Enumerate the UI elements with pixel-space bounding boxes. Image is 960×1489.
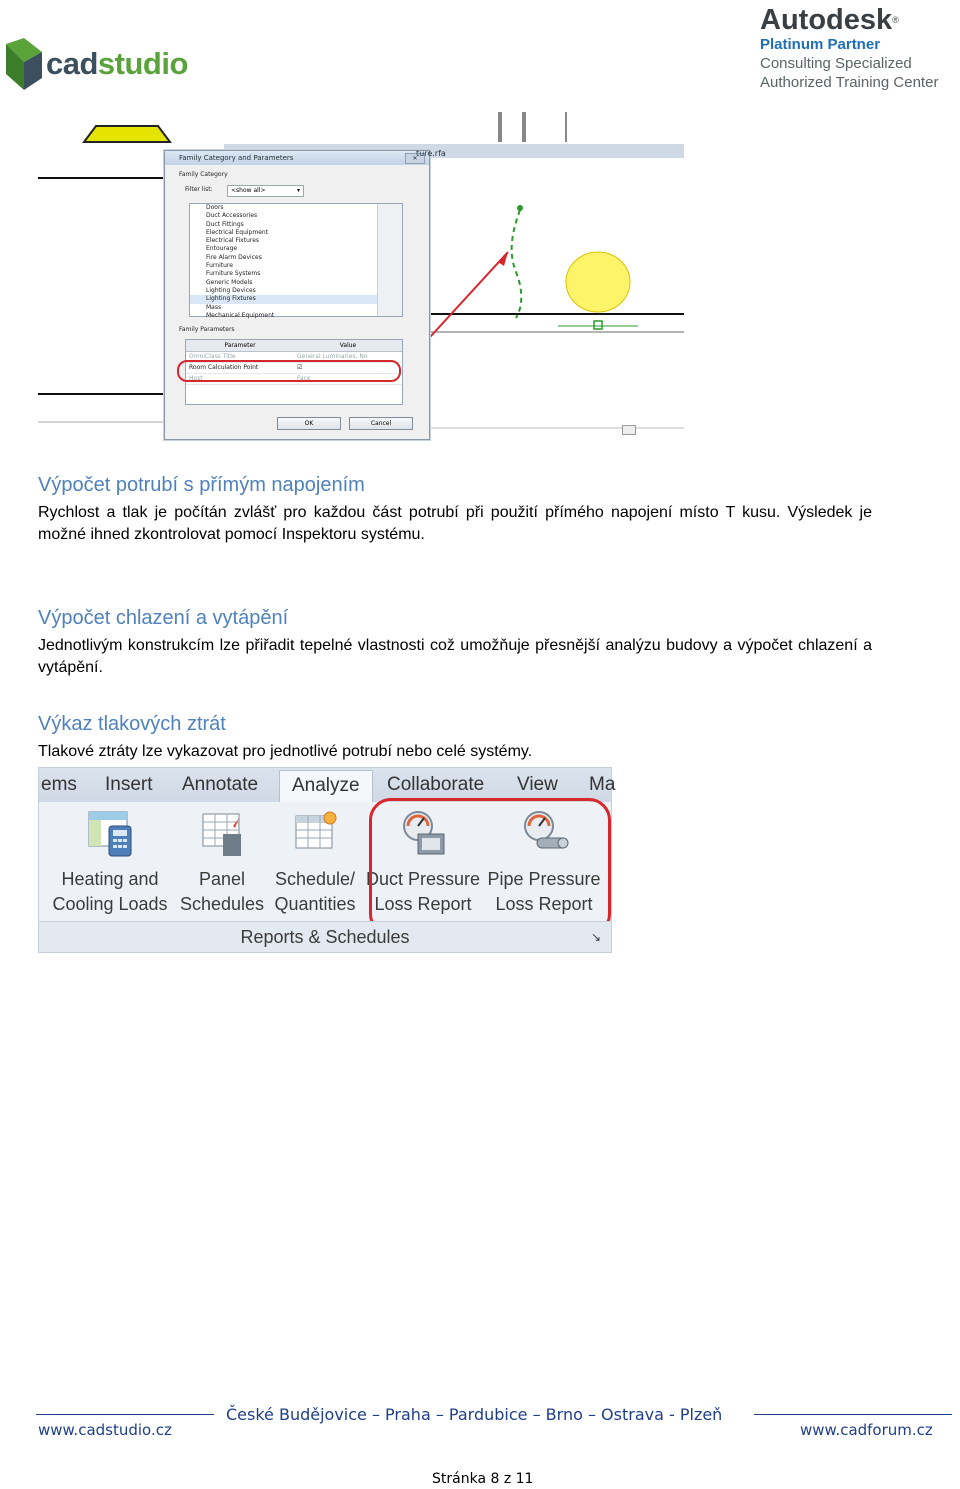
category-list[interactable]: [189, 203, 403, 317]
panel-schedules-label-1: Panel: [198, 869, 246, 889]
heating-cooling-loads-button[interactable]: [47, 808, 173, 917]
section-heading-pressure-loss: Výkaz tlakových ztrát: [38, 713, 226, 735]
autodesk-reg-mark: ®: [892, 15, 899, 25]
highlight-ring: [177, 360, 401, 382]
list-item[interactable]: Mass: [206, 303, 222, 311]
tab-manage[interactable]: Ma: [589, 774, 616, 795]
tab-collaborate[interactable]: Collaborate: [387, 774, 485, 795]
schedule-icon: [288, 808, 342, 858]
list-item[interactable]: Lighting Devices: [206, 286, 256, 294]
section-body-pipe-calculation: Rychlost a tlak je počítán zvlášť pro každou část potrubí při použití přímého napojení místo T kusu. Výsledek je možné ihned zkontrolovat pomocí Inspektoru systému.: [38, 504, 872, 543]
filter-list-select[interactable]: [227, 185, 304, 197]
list-item-selected[interactable]: Lighting Fixtures: [190, 295, 402, 303]
list-item[interactable]: Furniture: [206, 262, 233, 270]
pipe-pressure-label-2: Loss Report: [495, 894, 593, 914]
cancel-button[interactable]: Cancel: [349, 417, 413, 430]
list-item[interactable]: Doors: [206, 204, 224, 211]
highlight-ring-reports: [369, 798, 611, 936]
section-heading-pipe-calculation: Výpočet potrubí s přímým napojením: [38, 474, 365, 496]
heating-cooling-label-2: Cooling Loads: [52, 894, 168, 914]
cadstudio-logo: [0, 36, 188, 96]
close-icon[interactable]: ✕: [405, 153, 425, 164]
footer-link-cadforum[interactable]: www.cadforum.cz: [800, 1421, 933, 1439]
list-item[interactable]: Duct Fittings: [206, 220, 244, 228]
list-item[interactable]: Fire Alarm Devices: [206, 253, 262, 261]
footer-cities: České Budějovice – Praha – Pardubice – Brno – Ostrava - Plzeň: [226, 1405, 723, 1424]
family-parameters-screenshot: [38, 112, 684, 438]
list-item[interactable]: Electrical Equipment: [206, 228, 269, 236]
pipe-pressure-label-1: Pipe Pressure: [487, 869, 601, 889]
param-name: OmniClass Title: [189, 353, 236, 360]
autodesk-brand: [760, 4, 956, 36]
cadstudio-prefix: cad: [46, 46, 98, 81]
panel-schedules-button[interactable]: [177, 808, 267, 917]
cadstudio-wordmark: [46, 46, 188, 82]
param-value: General Luminaries, No: [297, 353, 368, 360]
param-value: Face: [297, 375, 311, 382]
panel-launcher-icon[interactable]: ↘: [590, 930, 601, 944]
dialog-titlebar: [165, 151, 429, 165]
tab-insert[interactable]: Insert: [105, 774, 153, 795]
column-header-value: Value: [339, 342, 357, 349]
family-category-label: Family Category: [179, 171, 228, 178]
list-item[interactable]: Duct Accessories: [206, 212, 258, 220]
analyze-ribbon-screenshot: [38, 767, 616, 953]
duct-pressure-label-1: Duct Pressure: [365, 869, 481, 889]
schedule-quantities-button[interactable]: [269, 808, 361, 917]
grip-icon: [622, 425, 636, 435]
schedule-quantities-label-2: Quantities: [274, 894, 356, 914]
filter-list-label: Filter list:: [185, 186, 213, 193]
tab-analyze[interactable]: Analyze: [279, 770, 373, 802]
autodesk-line-1: Consulting Specialized: [760, 55, 912, 72]
autodesk-line-2: Authorized Training Center: [760, 74, 939, 91]
footer-rule-right: [754, 1414, 952, 1415]
autodesk-brand-text: Autodesk: [760, 4, 893, 36]
footer-link-cadstudio[interactable]: www.cadstudio.cz: [38, 1421, 172, 1439]
autodesk-partner-block: [760, 4, 956, 92]
param-name: Host: [189, 375, 203, 382]
duct-pressure-label-2: Loss Report: [374, 894, 472, 914]
panel-schedule-icon: [195, 808, 249, 858]
dialog-title: Family Category and Parameters: [179, 154, 294, 162]
panel-schedules-label-2: Schedules: [179, 894, 265, 914]
page-number: Stránka 8 z 11: [432, 1471, 534, 1487]
window-title-fragment: ture.rfa: [416, 149, 446, 158]
cadstudio-suffix: studio: [97, 46, 188, 81]
autodesk-partner-level: Platinum Partner: [760, 36, 881, 53]
param-name: Room Calculation Point: [189, 364, 259, 371]
family-parameters-label: Family Parameters: [179, 326, 235, 333]
heating-cooling-label-1: Heating and: [61, 869, 159, 889]
ribbon-panel-label: [39, 921, 611, 952]
tab-systems[interactable]: ems: [41, 774, 77, 795]
list-item[interactable]: Mechanical Equipment: [206, 311, 275, 319]
heating-cooling-icon: [83, 808, 137, 858]
ok-button[interactable]: OK: [277, 417, 341, 430]
tab-annotate[interactable]: Annotate: [182, 774, 259, 795]
reports-schedules-label: Reports & Schedules: [240, 927, 410, 947]
column-header-parameter: Parameter: [224, 342, 256, 349]
filter-list-value: <show all>: [231, 187, 266, 194]
tab-view[interactable]: View: [517, 774, 558, 795]
family-category-dialog: [164, 150, 430, 440]
list-item[interactable]: Generic Models: [206, 278, 253, 286]
section-body-pressure-loss: Tlakové ztráty lze vykazovat pro jednotlivé potrubí nebo celé systémy.: [38, 743, 533, 760]
chevron-down-icon: ▾: [296, 187, 300, 194]
footer-rule-left: [36, 1414, 214, 1415]
list-item[interactable]: Electrical Fixtures: [206, 237, 260, 245]
list-item[interactable]: Entourage: [206, 245, 238, 253]
section-heading-cooling-heating: Výpočet chlazení a vytápění: [38, 607, 289, 629]
cadstudio-logo-mark-icon: [2, 38, 46, 96]
list-item[interactable]: Furniture Systems: [206, 270, 261, 278]
list-scrollbar[interactable]: [377, 204, 402, 316]
table-header: [186, 340, 402, 352]
section-body-cooling-heating: Jednotlivým konstrukcím lze přiřadit tepelné vlastnosti což umožňuje přesnější analýzu budovy a výpočet chlazení a vytápění.: [38, 637, 872, 676]
room-calculation-checkbox[interactable]: ☑: [297, 364, 303, 371]
schedule-quantities-label-1: Schedule/: [274, 869, 356, 889]
ribbon-tabs: [39, 768, 616, 802]
